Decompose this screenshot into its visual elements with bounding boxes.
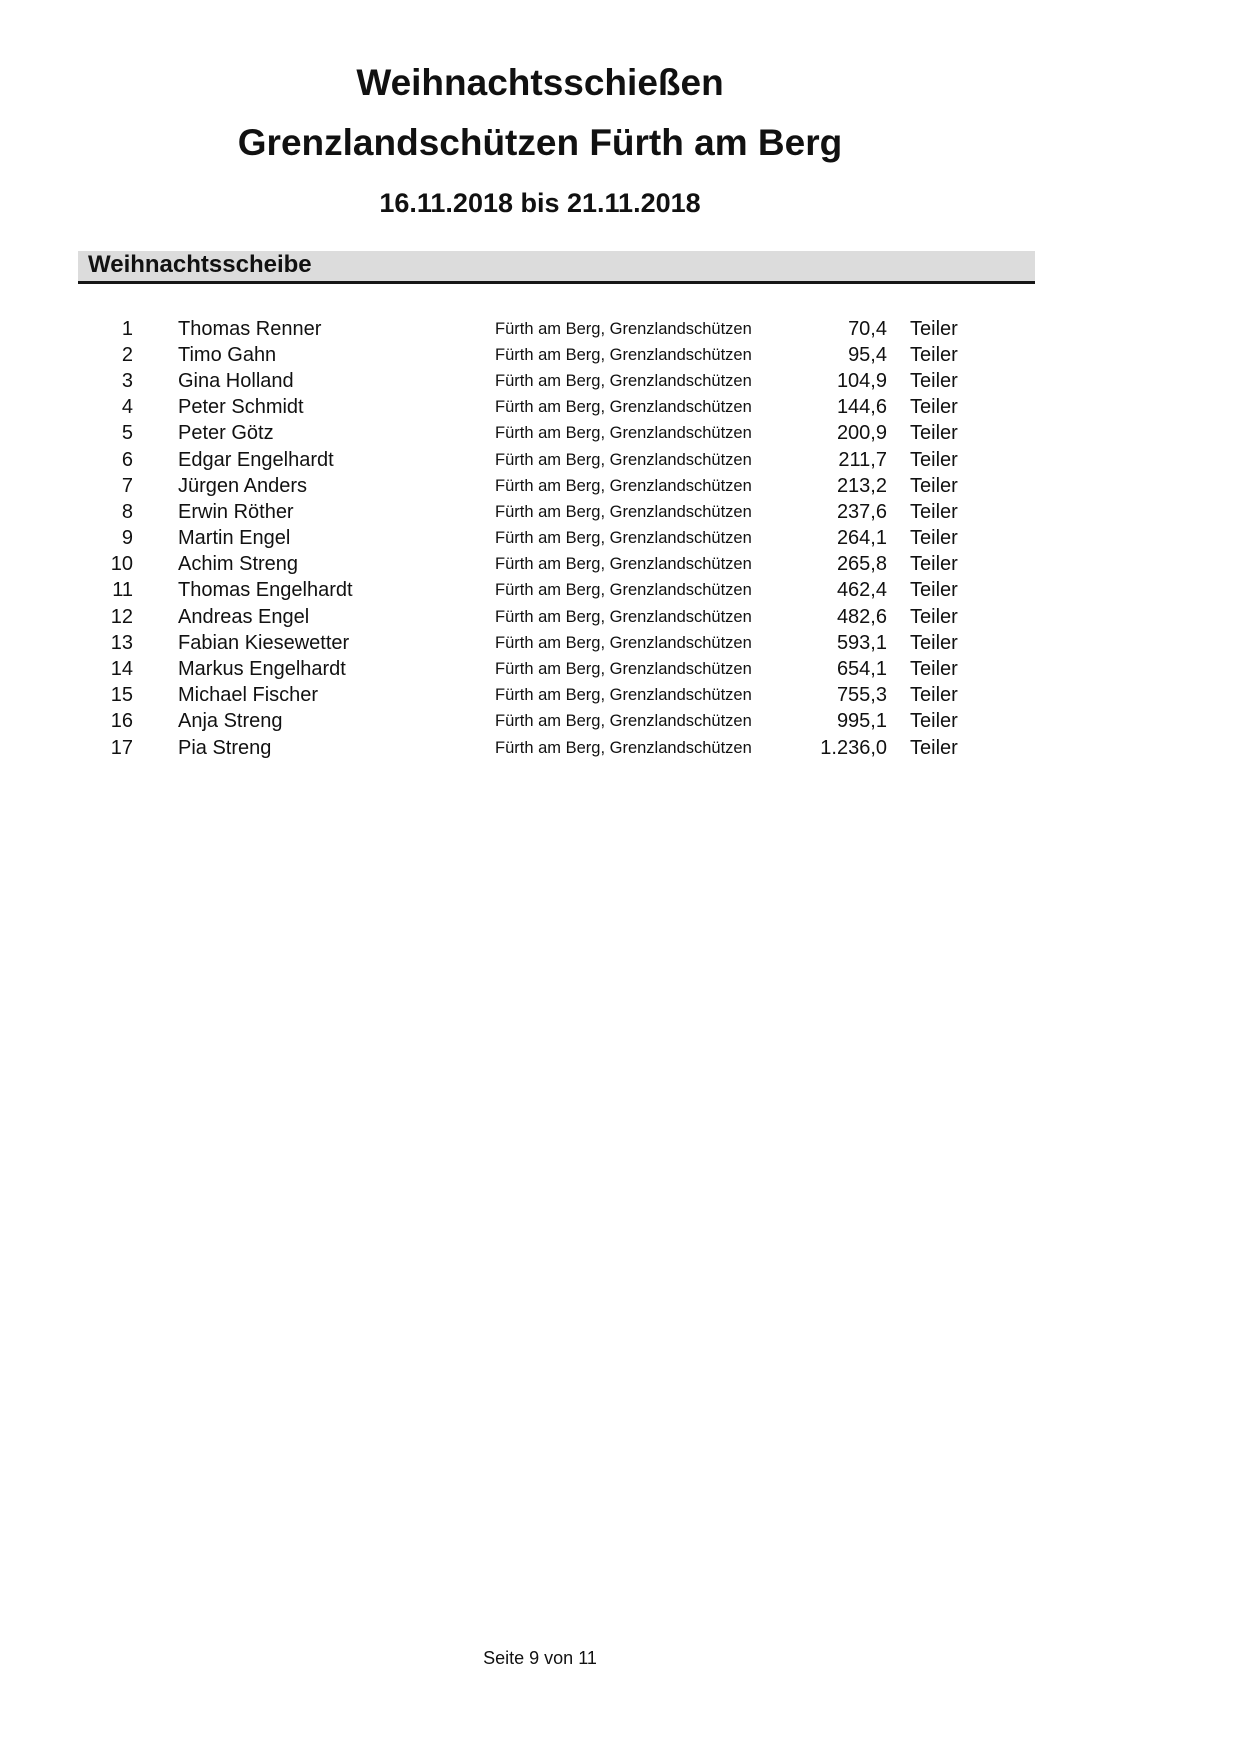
score-cell: 70,4 <box>848 317 887 340</box>
rank-cell: 6 <box>121 448 133 471</box>
rank-cell: 11 <box>112 579 133 602</box>
rank-cell: 15 <box>110 684 133 707</box>
club-cell: Fürth am Berg, Grenzlandschützen <box>495 476 752 495</box>
rank-cell: 7 <box>121 474 133 497</box>
table-row <box>78 395 1035 421</box>
name-cell: Thomas Engelhardt <box>178 579 353 602</box>
rank-cell: 5 <box>121 422 133 445</box>
unit-cell: Teiler <box>910 658 958 681</box>
table-row <box>78 735 1035 761</box>
club-cell: Fürth am Berg, Grenzlandschützen <box>495 450 752 469</box>
name-cell: Markus Engelhardt <box>178 658 346 681</box>
name-cell: Thomas Renner <box>178 317 322 340</box>
table-row <box>78 421 1035 447</box>
club-cell: Fürth am Berg, Grenzlandschützen <box>495 345 752 364</box>
name-cell: Michael Fischer <box>178 684 319 707</box>
table-row <box>78 656 1035 682</box>
table-row <box>78 526 1035 552</box>
table-row <box>78 552 1035 578</box>
score-cell: 995,1 <box>836 710 887 733</box>
document-subtitle: Grenzlandschützen Fürth am Berg <box>237 122 843 163</box>
club-cell: Fürth am Berg, Grenzlandschützen <box>495 319 752 338</box>
unit-cell: Teiler <box>910 579 958 602</box>
rank-cell: 14 <box>110 658 133 681</box>
name-cell: Jürgen Anders <box>178 474 307 497</box>
table-row <box>78 578 1035 604</box>
table-row <box>78 368 1035 394</box>
table-row <box>78 709 1035 735</box>
name-cell: Anja Streng <box>178 710 283 733</box>
score-cell: 213,2 <box>836 474 887 497</box>
score-cell: 265,8 <box>836 553 887 576</box>
rank-cell: 4 <box>121 396 133 419</box>
unit-cell: Teiler <box>910 527 958 550</box>
club-cell: Fürth am Berg, Grenzlandschützen <box>495 555 752 574</box>
name-cell: Peter Götz <box>178 422 274 445</box>
score-cell: 482,6 <box>836 605 887 628</box>
score-cell: 95,4 <box>848 343 887 366</box>
unit-cell: Teiler <box>910 343 958 366</box>
club-cell: Fürth am Berg, Grenzlandschützen <box>495 581 752 600</box>
page-number: Seite 9 von 11 <box>483 1648 597 1668</box>
name-cell: Achim Streng <box>178 553 299 576</box>
table-row <box>78 683 1035 709</box>
results-table <box>78 316 1035 761</box>
score-cell: 1.236,0 <box>820 736 887 759</box>
name-cell: Erwin Röther <box>178 500 294 523</box>
name-cell: Andreas Engel <box>178 605 310 628</box>
unit-cell: Teiler <box>910 710 958 733</box>
name-cell: Pia Streng <box>178 736 272 759</box>
club-cell: Fürth am Berg, Grenzlandschützen <box>495 686 752 705</box>
unit-cell: Teiler <box>910 369 958 392</box>
rank-cell: 3 <box>121 369 133 392</box>
name-cell: Fabian Kiesewetter <box>178 631 350 654</box>
club-cell: Fürth am Berg, Grenzlandschützen <box>495 633 752 652</box>
unit-cell: Teiler <box>910 631 958 654</box>
unit-cell: Teiler <box>910 736 958 759</box>
club-cell: Fürth am Berg, Grenzlandschützen <box>495 424 752 443</box>
rank-cell: 17 <box>110 736 133 759</box>
unit-cell: Teiler <box>910 605 958 628</box>
document-title: Weihnachtsschießen <box>356 62 724 103</box>
score-cell: 654,1 <box>836 658 887 681</box>
unit-cell: Teiler <box>910 396 958 419</box>
name-cell: Gina Holland <box>178 369 294 392</box>
score-cell: 462,4 <box>836 579 887 602</box>
name-cell: Peter Schmidt <box>178 396 304 419</box>
table-row <box>78 342 1035 368</box>
rank-cell: 1 <box>121 317 133 340</box>
table-row <box>78 473 1035 499</box>
unit-cell: Teiler <box>910 500 958 523</box>
club-cell: Fürth am Berg, Grenzlandschützen <box>495 660 752 679</box>
club-cell: Fürth am Berg, Grenzlandschützen <box>495 398 752 417</box>
table-row <box>78 499 1035 525</box>
section-title: Weihnachtsscheibe <box>88 251 312 278</box>
club-cell: Fürth am Berg, Grenzlandschützen <box>495 502 752 521</box>
table-row <box>78 604 1035 630</box>
date-range: 16.11.2018 bis 21.11.2018 <box>379 188 701 218</box>
score-cell: 593,1 <box>836 631 887 654</box>
club-cell: Fürth am Berg, Grenzlandschützen <box>495 529 752 548</box>
rank-cell: 2 <box>121 343 133 366</box>
document-page <box>78 0 1035 1754</box>
name-cell: Edgar Engelhardt <box>178 448 334 471</box>
name-cell: Timo Gahn <box>178 343 277 366</box>
score-cell: 755,3 <box>836 684 887 707</box>
unit-cell: Teiler <box>910 448 958 471</box>
rank-cell: 13 <box>110 631 133 654</box>
score-cell: 211,7 <box>838 448 887 471</box>
club-cell: Fürth am Berg, Grenzlandschützen <box>495 607 752 626</box>
unit-cell: Teiler <box>910 317 958 340</box>
unit-cell: Teiler <box>910 474 958 497</box>
rank-cell: 9 <box>121 527 133 550</box>
rank-cell: 16 <box>110 710 133 733</box>
score-cell: 104,9 <box>836 369 887 392</box>
score-cell: 264,1 <box>836 527 887 550</box>
name-cell: Martin Engel <box>178 527 291 550</box>
rank-cell: 12 <box>110 605 133 628</box>
unit-cell: Teiler <box>910 684 958 707</box>
club-cell: Fürth am Berg, Grenzlandschützen <box>495 371 752 390</box>
section-header-bar <box>78 251 1035 284</box>
club-cell: Fürth am Berg, Grenzlandschützen <box>495 738 752 757</box>
unit-cell: Teiler <box>910 422 958 445</box>
unit-cell: Teiler <box>910 553 958 576</box>
table-row <box>78 447 1035 473</box>
table-row <box>78 316 1035 342</box>
title-block <box>78 0 1002 217</box>
rank-cell: 8 <box>121 500 133 523</box>
table-row <box>78 630 1035 656</box>
score-cell: 200,9 <box>836 422 887 445</box>
club-cell: Fürth am Berg, Grenzlandschützen <box>495 712 752 731</box>
rank-cell: 10 <box>110 553 133 576</box>
score-cell: 144,6 <box>836 396 887 419</box>
score-cell: 237,6 <box>836 500 887 523</box>
